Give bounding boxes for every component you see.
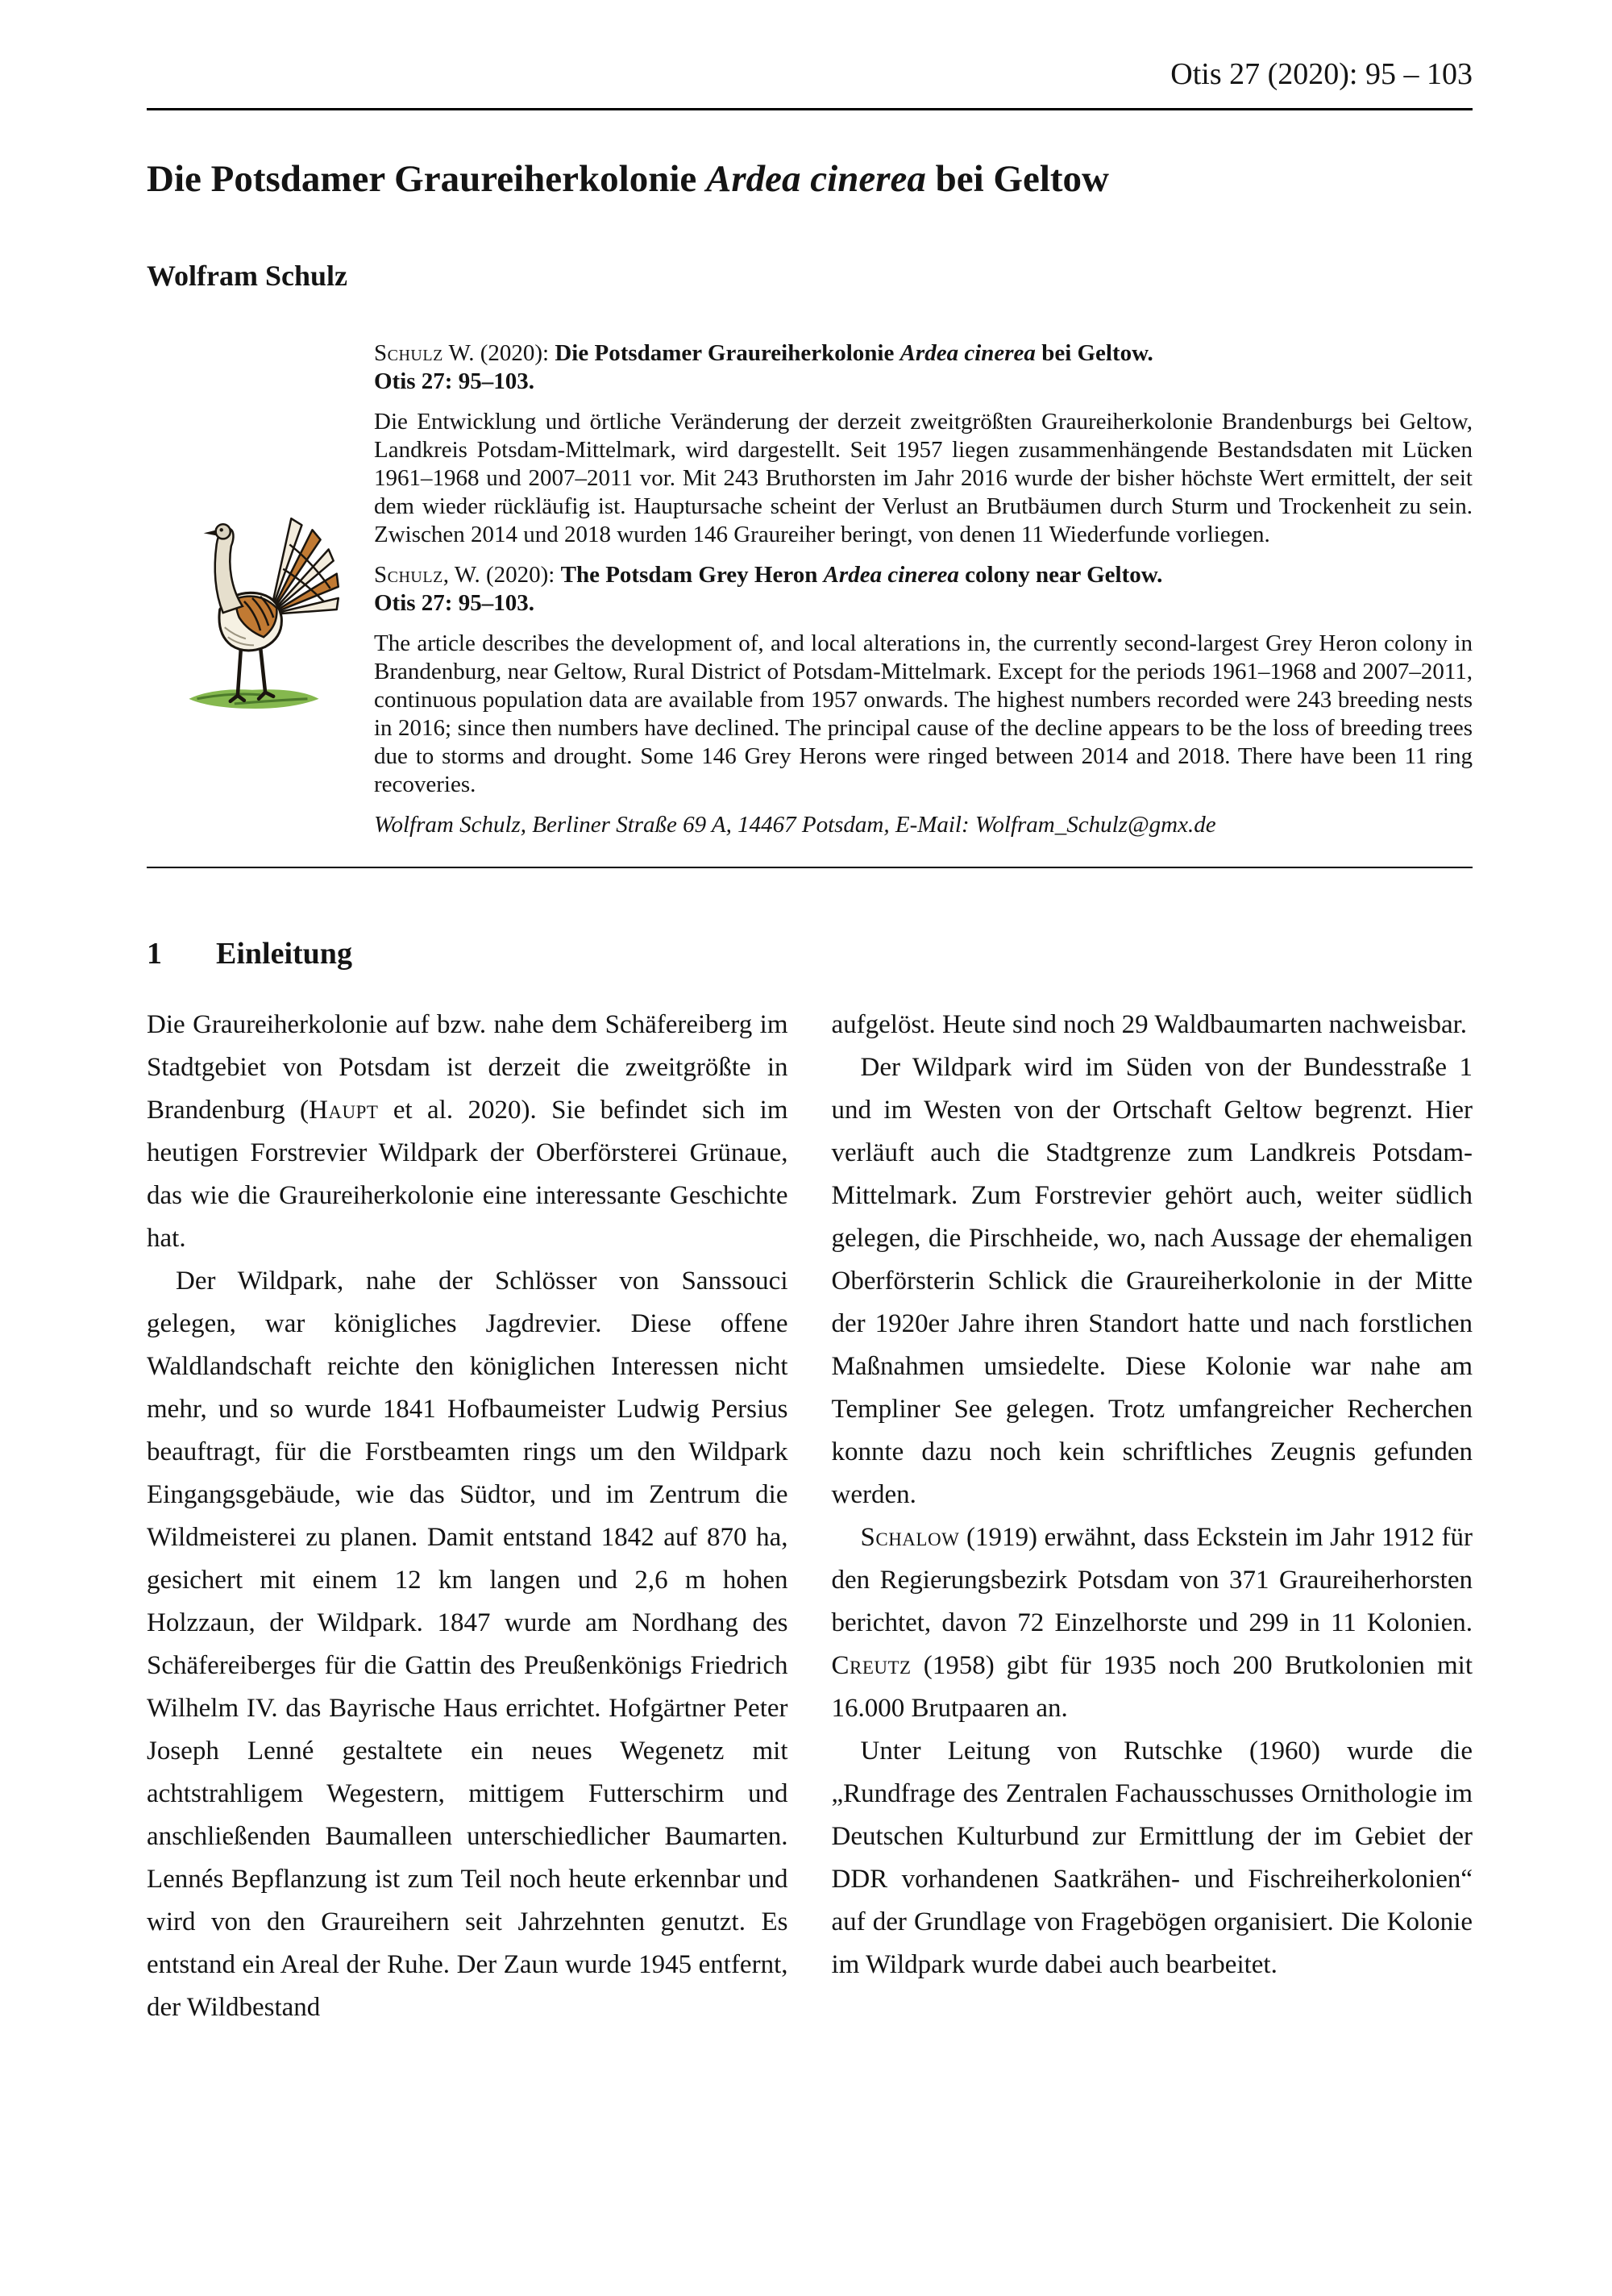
section-title: Einleitung [216,936,352,971]
introduction-section [147,936,1473,2029]
abstract-block [374,339,1473,839]
page-header [147,56,1473,110]
paragraph: Die Graureiherkolonie auf bzw. nahe dem Schäfereiberg im Stadtgebiet von Potsdam ist derzeit die zweitgrößte in Brandenburg (Haupt et al. 2020). Sie befindet sich im heutigen Forstrevier Wildpark der Oberförsterei Grünaue, das wie die Graureiherkolonie eine interessante Geschichte hat. [147,1009,788,1253]
abstract-english: The article describes the development of, and local alterations in, the currently second-largest Grey Heron colony in Brandenburg, near Geltow, Rural District of Potsdam-Mittelmark. Except for the periods 1961–1968 and 2007–2011, continuous population data are available from 1957 onwards. The highest numbers recorded were 243 breeding nests in 2016; since then numbers have declined. The principal cause of the decline appears to be the loss of breeding trees due to storms and drought. Some 146 Grey Herons were ringed between 2014 and 2018. There have been 11 ring recoveries. [374,630,1473,797]
paragraph: Unter Leitung von Rutschke (1960) wurde die „Rundfrage des Zentralen Fachausschusses Ornithologie im Deutschen Kulturbund zur Ermittlung der im Gebiet der DDR vorhandenen Saatkrähen- und Fischreiherkolonien“ auf der Grundlage von Fragebögen organisiert. Die Kolonie im Wildpark wurde dabei auch bearbeitet. [831,1736,1473,1979]
column-left [147,1004,788,2029]
column-right [832,1004,1473,2029]
abstract-german: Die Entwicklung und örtliche Veränderung der derzeit zweitgrößten Graureiherkolonie Brandenburgs bei Geltow, Landkreis Potsdam-Mittelmark, wird dargestellt. Seit 1957 liegen zusammenhängende Bestandsdaten mit Lücken 1961–1968 und 2007–2011 vor. Mit 243 Bruthorsten im Jahr 2016 wurde der bisher höchste Wert ermittelt, der seit dem wieder rückläufig ist. Hauptursache scheint der Verlust an Brutbäumen durch Sturm und Trockenheit zu sein. Zwischen 2014 und 2018 wurden 146 Graureiher beringt, von denen 11 Wiederfunde vorliegen. [374,408,1473,547]
author-address: Wolfram Schulz, Berliner Straße 69 A, 14467 Potsdam, E-Mail: Wolfram_Schulz@gmx.de [374,811,1216,838]
running-head: Otis 27 (2020): 95 – 103 [1170,57,1473,91]
section-heading [147,936,1473,971]
two-column-body [147,1004,1473,2029]
bustard-illustration-svg [169,494,340,720]
bustard-illustration [169,494,340,720]
author-name: Wolfram Schulz [147,259,347,292]
paragraph: Schalow (1919) erwähnt, dass Eckstein im Jahr 1912 für den Regierungsbezirk Potsdam von 371 Graureiherhorsten berichtet, davon 72 Einzelhorste und 299 in 11 Kolonien. Creutz (1958) gibt für 1935 noch 200 Brutkolonien mit 16.000 Brutpaaren an. [831,1522,1473,1723]
article-title: Die Potsdamer Graureiherkolonie Ardea cinerea bei Geltow [147,157,1109,200]
paragraph: Der Wildpark wird im Süden von der Bundesstraße 1 und im Westen von der Ortschaft Geltow begrenzt. Hier verläuft auch die Stadtgrenze zum Landkreis Potsdam-Mittelmark. Zum Forstrevier gehört auch, weiter südlich gelegen, die Pirschheide, wo, nach Aussage der ehemaligen Oberförsterin Schlick die Graureiherkolonie in der Mitte der 1920er Jahre ihren Standort hatte und nach forstlichen Maßnahmen umsiedelte. Diese Kolonie war nahe am Templiner See gelegen. Trotz umfangreicher Recherchen konnte dazu noch kein schriftliches Zeugnis gefunden werden. [831,1052,1473,1509]
section-number: 1 [147,936,162,971]
header-rule [147,108,1473,110]
abstract-section [147,339,1473,839]
paragraph: aufgelöst. Heute sind noch 29 Waldbaumarten nachweisbar. [831,1009,1468,1039]
abstract-rule [147,867,1473,868]
citation-english: Schulz, W. (2020): The Potsdam Grey Heron Ardea cinerea colony near Geltow. Otis 27: 95–103. [374,561,1163,616]
citation-german: Schulz W. (2020): Die Potsdamer Graureiherkolonie Ardea cinerea bei Geltow. Otis 27: 95–103. [374,339,1153,394]
paragraph: Der Wildpark, nahe der Schlösser von Sanssouci gelegen, war königliches Jagdrevier. Diese offene Waldlandschaft reichte den königlichen Interessen nicht mehr, und so wurde 1841 Hofbaumeister Ludwig Persius beauftragt, für die Forstbeamten rings um den Wildpark Eingangsgebäude, wie das Südtor, und im Zentrum die Wildmeisterei zu planen. Damit entstand 1842 auf 870 ha, gesichert mit einem 12 km langen und 2,6 m hohen Holzzaun, der Wildpark. 1847 wurde am Nordhang des Schäfereiberges für die Gattin des Preußenkönigs Friedrich Wilhelm IV. das Bayrische Haus errichtet. Hofgärtner Peter Joseph Lenné gestaltete ein neues Wegenetz mit achtstrahligem Wegestern, mittigem Futterschirm und anschließenden Baumalleen unterschiedlicher Baumarten. Lennés Bepflanzung ist zum Teil noch heute erkennbar und wird von den Graureihern seit Jahrzehnten genutzt. Es entstand ein Areal der Ruhe. Der Zaun wurde 1945 entfernt, der Wildbestand [147,1266,788,2022]
